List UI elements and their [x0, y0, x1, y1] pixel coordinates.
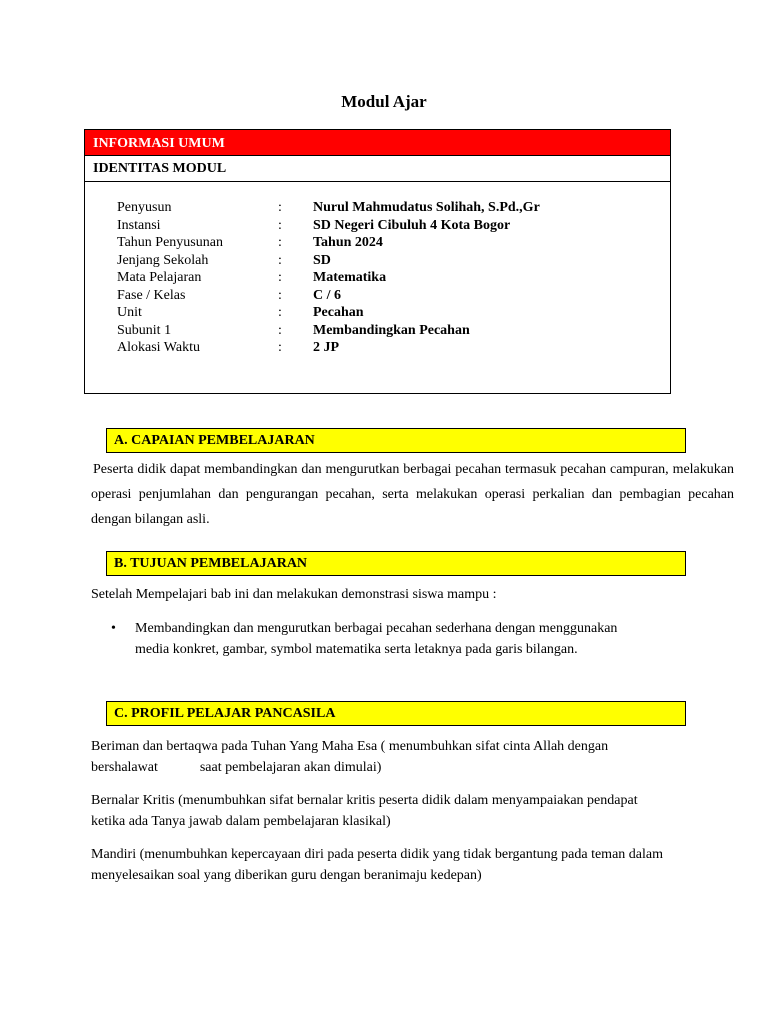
- identity-row-penyusun: [117, 199, 540, 217]
- identity-row-mapel: [117, 269, 540, 287]
- identity-value: SD: [313, 252, 331, 268]
- document-title: Modul Ajar: [341, 92, 427, 111]
- identity-label: Unit: [117, 305, 142, 320]
- identity-row-unit: [117, 304, 540, 322]
- identity-row-subunit: [117, 322, 540, 340]
- section-c-heading: C. PROFIL PELAJAR PANCASILA: [106, 701, 686, 726]
- identity-value: C / 6: [313, 287, 341, 303]
- identity-colon: :: [278, 270, 282, 285]
- identity-row-tahun: [117, 234, 540, 252]
- identity-value: Pecahan: [313, 305, 364, 320]
- profile-p1-line2: [91, 757, 671, 778]
- identity-row-instansi: [117, 217, 540, 235]
- identity-value: 2 JP: [313, 340, 340, 355]
- section-a-text: Peserta didik dapat membandingkan dan mengurutkan berbagai pecahan termasuk pecahan campuran, melakukan operasi penjumlahan dan pengurangan pecahan, serta melakukan operasi perkalian dan pembagian pecahan dengan bilangan asli.: [91, 462, 734, 527]
- identity-label: Jenjang Sekolah: [117, 252, 209, 268]
- identity-value: SD Negeri Cibuluh 4 Kota Bogor: [313, 217, 511, 233]
- identity-colon: :: [278, 252, 282, 268]
- identity-label: Subunit 1: [117, 322, 172, 338]
- list-item: [91, 619, 651, 660]
- identity-value: Tahun 2024: [313, 235, 383, 250]
- identity-colon: :: [278, 340, 282, 355]
- info-header: INFORMASI UMUM: [85, 130, 670, 156]
- objective-list: [91, 619, 651, 660]
- section-b-intro: Setelah Mempelajari bab ini dan melakukan demonstrasi siswa mampu :: [91, 587, 497, 602]
- identity-colon: :: [278, 217, 282, 233]
- identity-box: [84, 129, 671, 394]
- profile-p1-line2a: bershalawat: [91, 760, 158, 775]
- identity-label: Tahun Penyusunan: [117, 235, 223, 250]
- profile-p1-line2b: saat pembelajaran akan dimulai): [199, 760, 382, 775]
- identity-colon: :: [278, 235, 282, 250]
- identity-table: [117, 199, 540, 357]
- identity-label: Mata Pelajaran: [117, 270, 202, 285]
- identity-label: Instansi: [117, 217, 161, 233]
- profile-paragraph-1: [91, 736, 671, 778]
- identity-value: Nurul Mahmudatus Solihah, S.Pd.,Gr: [313, 200, 540, 215]
- section-b-heading: B. TUJUAN PEMBELAJARAN: [106, 551, 686, 576]
- identity-row-fase: [117, 287, 540, 305]
- identity-row-jenjang: [117, 252, 540, 270]
- identity-label: Alokasi Waktu: [117, 340, 200, 355]
- identity-colon: :: [278, 322, 282, 338]
- profile-paragraph-3: Mandiri (menumbuhkan kepercayaan diri pada peserta didik yang tidak bergantung pada teman dalam menyelesaikan soal yang diberikan guru dengan beranimaju kedepan): [91, 847, 663, 883]
- identity-label: Penyusun: [117, 200, 172, 215]
- identity-colon: :: [278, 305, 282, 320]
- profile-paragraph-2: Bernalar Kritis (menumbuhkan sifat bernalar kritis peserta didik dalam menyampaiakan pendapat ketika ada Tanya jawab dalam pembelajaran klasikal): [91, 793, 638, 829]
- identity-colon: :: [278, 200, 282, 215]
- identity-subheader: IDENTITAS MODUL: [85, 156, 670, 182]
- identity-value: Matematika: [313, 270, 387, 285]
- identity-colon: :: [278, 287, 282, 303]
- identity-label: Fase / Kelas: [117, 287, 186, 303]
- bullet-icon: •: [111, 621, 116, 636]
- objective-text: Membandingkan dan mengurutkan berbagai pecahan sederhana dengan menggunakan media konkret, gambar, symbol matematika serta letaknya pada garis bilangan.: [135, 621, 618, 657]
- identity-value: Membandingkan Pecahan: [313, 322, 470, 338]
- identity-row-alokasi: [117, 339, 540, 357]
- profile-p1-line1: Beriman dan bertaqwa pada Tuhan Yang Maha Esa ( menumbuhkan sifat cinta Allah dengan: [91, 739, 609, 754]
- section-a-heading: A. CAPAIAN PEMBELAJARAN: [106, 428, 686, 453]
